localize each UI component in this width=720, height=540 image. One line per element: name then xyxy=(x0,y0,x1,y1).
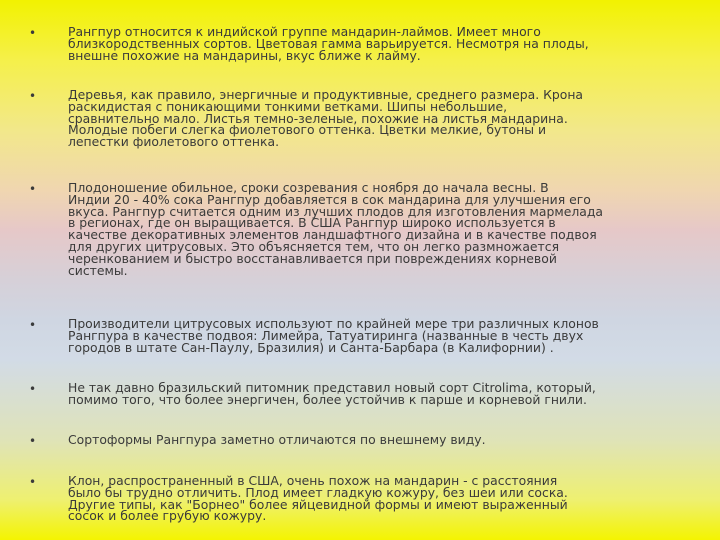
paragraph-line: сравнительно мало. Листья темно-зеленые, похожие на листья мандарина. xyxy=(68,110,568,126)
paragraph-text xyxy=(68,182,678,276)
paragraph-line: городов в штате Сан-Паулу, Бразилия) и Санта-Барбара (в Калифорнии) . xyxy=(68,339,554,355)
paragraph-line: Другие типы, как "Борнео" более яйцевидной формы и имеют выраженный xyxy=(68,496,568,512)
paragraph-line: качестве декоративных элементов ландшафтного дизайна и в качестве подвоя xyxy=(68,227,597,243)
paragraph-line: Молодые побеги слегка фиолетового оттенка. Цветки мелкие, бутоны и xyxy=(68,122,547,138)
bullet: • xyxy=(29,182,37,196)
paragraph-line: Рангпур относится к индийской группе мандарин-лаймов. Имеет много xyxy=(68,24,541,39)
paragraph-line: Рангпура в качестве подвоя: Лимейра, Татуатиринга (названные в честь двух xyxy=(68,327,584,343)
bullet: • xyxy=(29,382,37,396)
paragraph-text xyxy=(68,318,678,353)
paragraph-text xyxy=(68,26,678,61)
paragraph-text xyxy=(68,382,678,406)
paragraph-line: вкуса. Рангпур считается одним из лучших плодов для изготовления мармелада xyxy=(68,203,603,219)
paragraph-line: Сортоформы Рангпура заметно отличаются по внешнему виду. xyxy=(68,432,486,447)
paragraph-line: Индии 20 - 40% сока Рангпур добавляется в сок мандарина для улучшения его xyxy=(68,191,591,207)
paragraph-line: Клон, распространенный в США, очень похож на мандарин - с расстояния xyxy=(68,473,558,488)
paragraph-line: сосок и более грубую кожуру. xyxy=(68,508,267,524)
bullet: • xyxy=(29,89,37,103)
bullet: • xyxy=(29,434,37,448)
paragraph-text xyxy=(68,434,678,446)
paragraph-line: Плодоношение обильное, сроки созревания с ноября до начала весны. В xyxy=(68,180,549,195)
paragraph-line: было бы трудно отличить. Плод имеет гладкую кожуру, без шеи или соска. xyxy=(68,484,568,500)
bullet: • xyxy=(29,475,37,489)
paragraph-line: Деревья, как правило, энергичные и продуктивные, среднего размера. Крона xyxy=(68,87,584,102)
paragraph-line: для других цитрусовых. Это объясняется тем, что он легко размножается xyxy=(68,238,560,254)
paragraph-line: черенкованием и быстро восстанавливается при повреждениях корневой xyxy=(68,250,557,266)
paragraph-line: Производители цитрусовых используют по крайней мере три различных клонов xyxy=(68,316,599,331)
paragraph-line: системы. xyxy=(68,262,128,278)
paragraph-line: в регионах, где он выращивается. В США Рангпур широко используется в xyxy=(68,215,556,231)
paragraph-line: помимо того, что более энергичен, более устойчив к парше и корневой гнили. xyxy=(68,391,587,407)
bullet: • xyxy=(29,26,37,40)
paragraph-line: внешне похожие на мандарины, вкус ближе к лайму. xyxy=(68,47,421,63)
bullet: • xyxy=(29,318,37,332)
paragraph-line: Не так давно бразильский питомник представил новый сорт Citrolima, который, xyxy=(68,380,596,395)
paragraph-text xyxy=(68,89,678,148)
paragraph-text xyxy=(68,475,678,522)
paragraph-line: раскидистая с поникающими тонкими ветками. Шипы небольшие, xyxy=(68,98,508,114)
paragraph-line: лепестки фиолетового оттенка. xyxy=(68,134,280,150)
paragraph-line: близкородственных сортов. Цветовая гамма варьируется. Несмотря на плоды, xyxy=(68,35,589,51)
